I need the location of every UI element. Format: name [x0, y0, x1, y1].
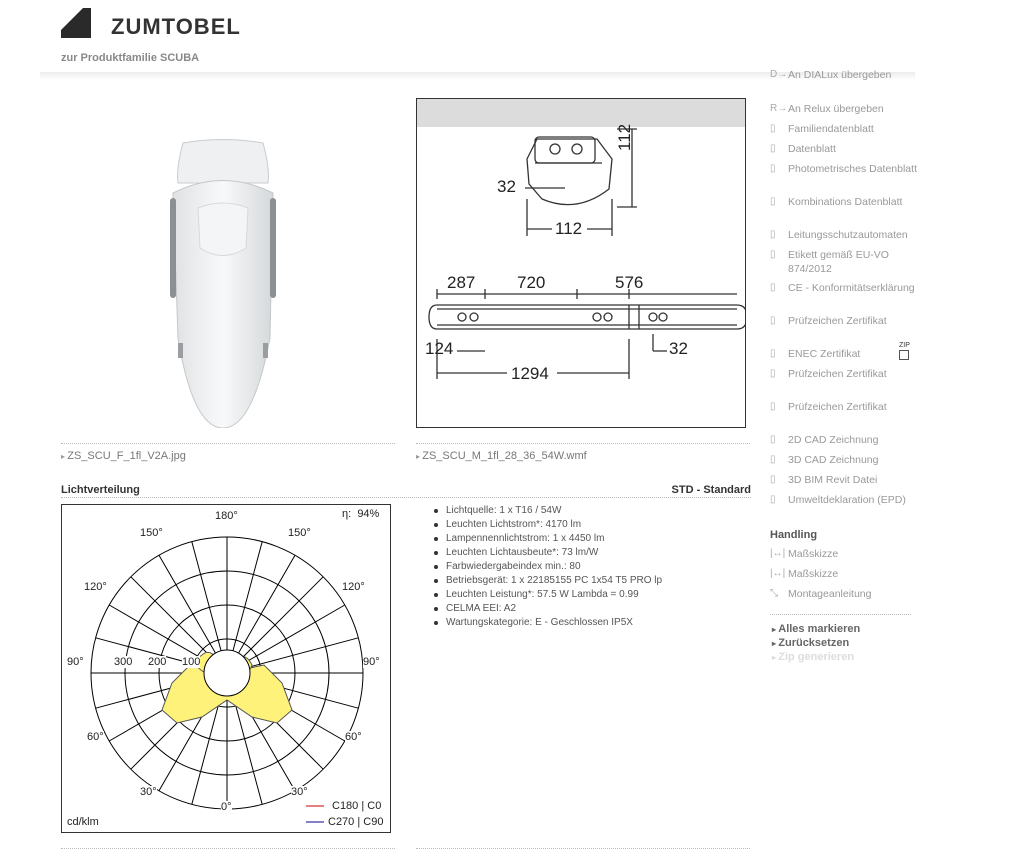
dim-label-long-e: 32	[669, 339, 688, 358]
document-icon: ▯	[770, 401, 776, 412]
section-title-light-distribution: Lichtverteilung	[61, 484, 140, 496]
dim-label-top-height: 112	[615, 123, 634, 151]
document-icon: ▯	[770, 368, 776, 379]
radius-label-100: 100	[182, 656, 201, 668]
divider	[61, 443, 395, 444]
spec-item: Leuchten Lichtstrom*: 4170 lm	[433, 518, 662, 532]
divider	[416, 443, 750, 444]
sidebar-item-energy-label[interactable]: ▯ Etikett gemäß EU-VO 874/2012	[770, 249, 889, 275]
spec-item: CELMA EEI: A2	[433, 602, 662, 616]
product-family-link[interactable]: zur Produktfamilie SCUBA	[61, 52, 200, 64]
document-icon: ▯	[770, 229, 776, 240]
document-icon: ▯	[770, 123, 776, 134]
dimension-icon: |↔|	[770, 568, 786, 579]
angle-label-0: 0°	[221, 801, 232, 813]
radius-label-200: 200	[148, 656, 167, 668]
spec-item: Wartungskategorie: E - Geschlossen IP5X	[433, 616, 662, 630]
divider	[61, 497, 751, 498]
sidebar-item-datasheet[interactable]: ▯ Datenblatt	[770, 143, 836, 155]
document-icon: ▯	[770, 315, 776, 326]
handling-item-dimension-sketch[interactable]: |↔| Maßskizze	[770, 548, 839, 560]
sidebar-item-photometric-datasheet[interactable]: ▯ Photometrisches Datenblatt	[770, 163, 917, 175]
spec-item: Betriebsgerät: 1 x 22185155 PC 1x54 T5 PRO lp	[433, 574, 662, 588]
sidebar-item-family-datasheet[interactable]: ▯ Familiendatenblatt	[770, 123, 874, 135]
checkbox-icon	[899, 350, 909, 360]
mounting-icon: ⤡	[770, 588, 778, 599]
polar-grid	[62, 505, 392, 834]
sidebar-item-2d-cad[interactable]: ▯ 2D CAD Zeichnung	[770, 434, 879, 446]
spec-item: Leuchten Lichtausbeute*: 73 lm/W	[433, 546, 662, 560]
dim-label-long-a: 287	[447, 273, 476, 292]
angle-label-90-right: 90°	[363, 656, 380, 668]
sidebar-item-test-certificate[interactable]: ▯ Prüfzeichen Zertifikat	[770, 401, 887, 413]
divider	[416, 848, 750, 849]
sidebar-item-3d-cad[interactable]: ▯ 3D CAD Zeichnung	[770, 454, 879, 466]
sidebar-item-dialux[interactable]: D→ An DIALux übergeben	[770, 69, 892, 81]
document-icon: ▯	[770, 494, 776, 505]
sidebar-item-bim-revit[interactable]: ▯ 3D BIM Revit Datei	[770, 474, 878, 486]
relux-icon: R→	[770, 103, 788, 114]
dim-label-long-c: 576	[615, 273, 644, 292]
dim-label-top-side: 32	[497, 177, 516, 196]
zumtobel-logo-icon[interactable]	[61, 8, 91, 38]
dimension-drawing[interactable]	[416, 98, 746, 428]
angle-label-30-right: 30°	[291, 786, 308, 798]
mark-all-link[interactable]: ▸ Alles markieren	[772, 623, 860, 635]
sidebar-item-enec-certificate[interactable]: ▯ ENEC Zertifikat	[770, 348, 861, 360]
angle-label-120-right: 120°	[342, 581, 365, 593]
angle-label-60-left: 60°	[87, 731, 104, 743]
divider	[770, 614, 911, 615]
legend-c0: C180 | C0	[332, 800, 382, 812]
handling-title: Handling	[770, 529, 818, 541]
reset-link[interactable]: ▸ Zurücksetzen	[772, 637, 849, 649]
spec-item: Lichtquelle: 1 x T16 / 54W	[433, 504, 662, 518]
angle-label-150-right: 150°	[288, 527, 311, 539]
legend-c90: C270 | C90	[328, 816, 384, 828]
sidebar-item-relux[interactable]: R→ An Relux übergeben	[770, 103, 884, 115]
cad-icon: ▯	[770, 434, 776, 445]
distribution-mode: STD - Standard	[671, 484, 751, 496]
drawing-caption-link[interactable]: ▸ ZS_SCU_M_1fl_28_36_54W.wmf	[416, 450, 587, 462]
sidebar-item-epd[interactable]: ▯ Umweltdeklaration (EPD)	[770, 494, 906, 506]
angle-label-30-left: 30°	[140, 786, 157, 798]
polar-diagram	[61, 504, 391, 833]
zip-label: ZIP	[899, 342, 910, 349]
divider	[61, 848, 395, 849]
generate-zip-link[interactable]: ▸ Zip generieren	[772, 651, 854, 663]
technical-specs-list	[433, 504, 662, 630]
cad-icon: ▯	[770, 454, 776, 465]
polar-center-ring	[204, 650, 250, 696]
document-icon: ▯	[770, 249, 776, 260]
document-icon: ▯	[770, 282, 776, 293]
dim-label-long-b: 720	[517, 273, 546, 292]
photo-caption-link[interactable]: ▸ ZS_SCU_F_1fl_V2A.jpg	[61, 450, 186, 462]
eta-label: η: 94%	[342, 508, 380, 520]
spec-item: Lampennennlichtstrom: 1 x 4450 lm	[433, 532, 662, 546]
sidebar-item-combination-datasheet[interactable]: ▯ Kombinations Datenblatt	[770, 196, 903, 208]
handling-item-dimension-sketch[interactable]: |↔| Maßskizze	[770, 568, 839, 580]
spec-item: Leuchten Leistung*: 57.5 W Lambda = 0.99	[433, 588, 662, 602]
angle-label-180: 180°	[215, 510, 238, 522]
product-photo[interactable]	[158, 138, 288, 428]
sidebar-item-ce-declaration[interactable]: ▯ CE - Konformitätserklärung	[770, 282, 915, 294]
dim-label-long-d: 124	[425, 339, 454, 358]
bim-icon: ▯	[770, 474, 776, 485]
sidebar-item-test-certificate[interactable]: ▯ Prüfzeichen Zertifikat	[770, 368, 887, 380]
sidebar-item-test-certificate[interactable]: ▯ Prüfzeichen Zertifikat	[770, 315, 887, 327]
sidebar-item-circuit-breakers[interactable]: ▯ Leitungsschutzautomaten	[770, 229, 908, 241]
angle-label-120-left: 120°	[84, 581, 107, 593]
dim-label-long-total: 1294	[511, 364, 549, 383]
spec-item: Farbwiedergabeindex min.: 80	[433, 560, 662, 574]
zip-checkbox[interactable]	[899, 342, 910, 360]
angle-label-150-left: 150°	[140, 527, 163, 539]
dimension-drawing-svg	[417, 99, 746, 428]
angle-label-90-left: 90°	[67, 656, 84, 668]
document-icon: ▯	[770, 143, 776, 154]
radius-label-300: 300	[114, 656, 133, 668]
document-icon: ▯	[770, 163, 776, 174]
document-icon: ▯	[770, 348, 776, 359]
brand-name[interactable]: ZUMTOBEL	[111, 14, 241, 39]
dialux-icon: D→	[770, 69, 788, 80]
dimension-icon: |↔|	[770, 548, 786, 559]
dim-label-top-width: 112	[555, 219, 583, 238]
angle-label-60-right: 60°	[345, 731, 362, 743]
handling-item-mounting-instructions[interactable]: ⤡ Montageanleitung	[770, 588, 872, 600]
document-icon: ▯	[770, 196, 776, 207]
unit-label: cd/klm	[67, 816, 99, 828]
